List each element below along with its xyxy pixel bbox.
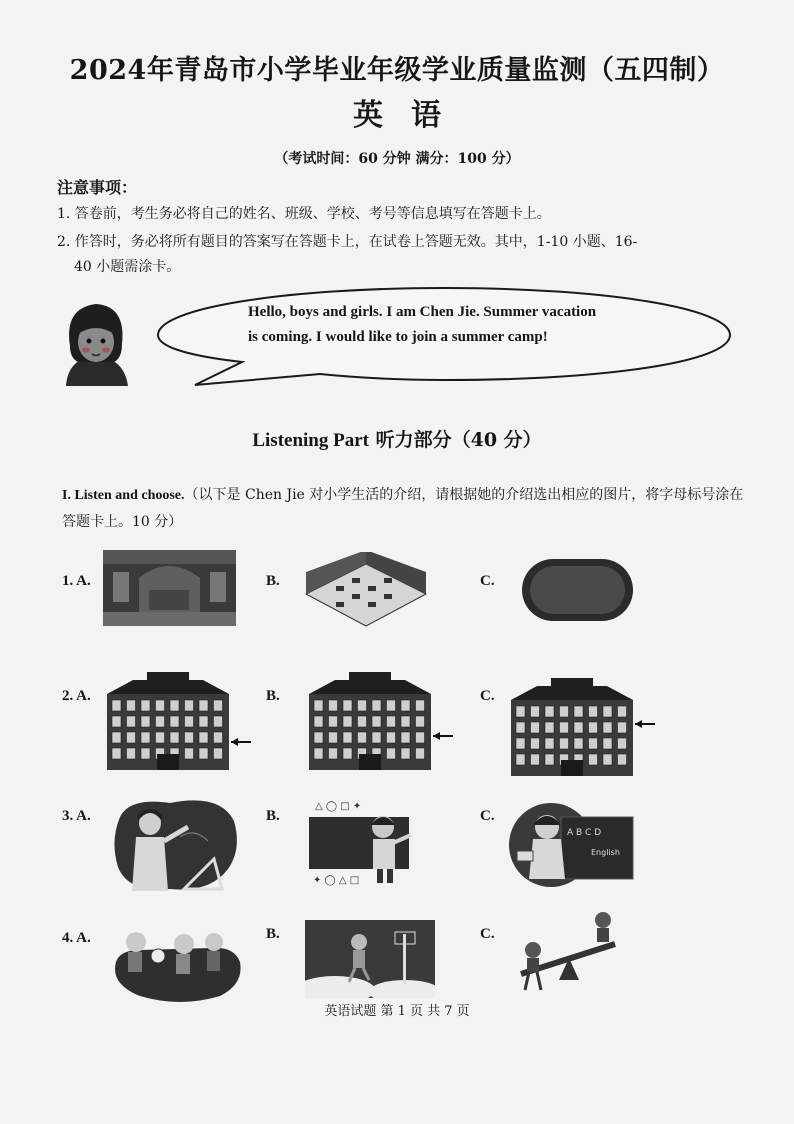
question-4-option-b-label: B. <box>266 926 280 942</box>
note-item-2-continued: 40 小题需涂卡。 <box>74 259 181 275</box>
question-2-label: 2. A. <box>62 688 91 704</box>
note-item-2: 2. 作答时，务必将所有题目的答案写在答题卡上，在试卷上答题无效。其中，1-10 小题、16- <box>57 234 638 250</box>
question-3-option-c-label: C. <box>480 808 495 824</box>
q1-option-a-hall-image <box>103 550 236 626</box>
question-1-option-c-label: C. <box>480 573 495 589</box>
q1-option-b-classroom-image <box>300 552 432 632</box>
exam-title: 2024年青岛市小学毕业年级学业质量监测（五四制） <box>69 55 725 86</box>
part1-instruction-text: （以下是 Chen Jie 对小学生活的介绍，请根据她的介绍选出相应的图片，将字母标号涂在答题卡上。10 分） <box>62 487 744 530</box>
speech-bubble-text <box>248 300 668 350</box>
svg-text:△ ◯ □ ✦: △ ◯ □ ✦ <box>315 801 362 812</box>
speech-line-1: Hello, boys and girls. I am Chen Jie. Summer vacation <box>248 304 597 320</box>
notes-heading: 注意事项： <box>57 178 138 197</box>
q4-option-c-seesaw-image <box>515 910 620 998</box>
listening-title-en: Listening Part <box>252 430 369 451</box>
question-1-label: 1. A. <box>62 573 91 589</box>
part1-instruction <box>62 482 752 535</box>
question-4-label: 4. A. <box>62 930 91 946</box>
listening-part-title <box>0 425 794 452</box>
question-3-option-b-label: B. <box>266 808 280 824</box>
page-footer: 英语试题 第 1 页 共 7 页 <box>324 1004 470 1019</box>
q4-option-b-basketball-image <box>305 920 435 998</box>
part1-heading: I. Listen and choose. <box>62 488 185 503</box>
q2-option-b-building-image <box>305 672 455 772</box>
question-2-option-b-label: B. <box>266 688 280 704</box>
exam-info: （考试时间：60 分钟 满分：100 分） <box>274 151 520 167</box>
q2-option-c-building-image <box>507 678 657 778</box>
q1-option-c-tray-image <box>520 557 635 623</box>
speech-line-2: is coming. I would like to join a summer camp! <box>248 329 548 345</box>
q3-option-c-english-teacher-image <box>505 795 635 887</box>
subject-title: 英语 <box>353 98 469 133</box>
question-3-label: 3. A. <box>62 808 91 824</box>
q3c-board-word: English <box>591 848 620 857</box>
question-2-option-c-label: C. <box>480 688 495 704</box>
question-4-option-c-label: C. <box>480 926 495 942</box>
q3-option-a-maths-teacher-image <box>110 797 240 895</box>
listening-title-zh: 听力部分（40 分） <box>368 429 542 451</box>
q4-option-a-football-image <box>110 922 245 1004</box>
svg-text:✦ ◯ △ □: ✦ ◯ △ □ <box>313 875 360 886</box>
q3c-board-letters: A B C D <box>567 828 602 838</box>
q2-option-a-building-image <box>103 672 253 772</box>
q3-option-b-teacher-blackboard-image <box>305 795 433 887</box>
chen-jie-avatar-image <box>56 298 136 390</box>
note-item-1: 1. 答卷前，考生务必将自己的姓名、班级、学校、考号等信息填写在答题卡上。 <box>57 206 551 222</box>
question-1-option-b-label: B. <box>266 573 280 589</box>
